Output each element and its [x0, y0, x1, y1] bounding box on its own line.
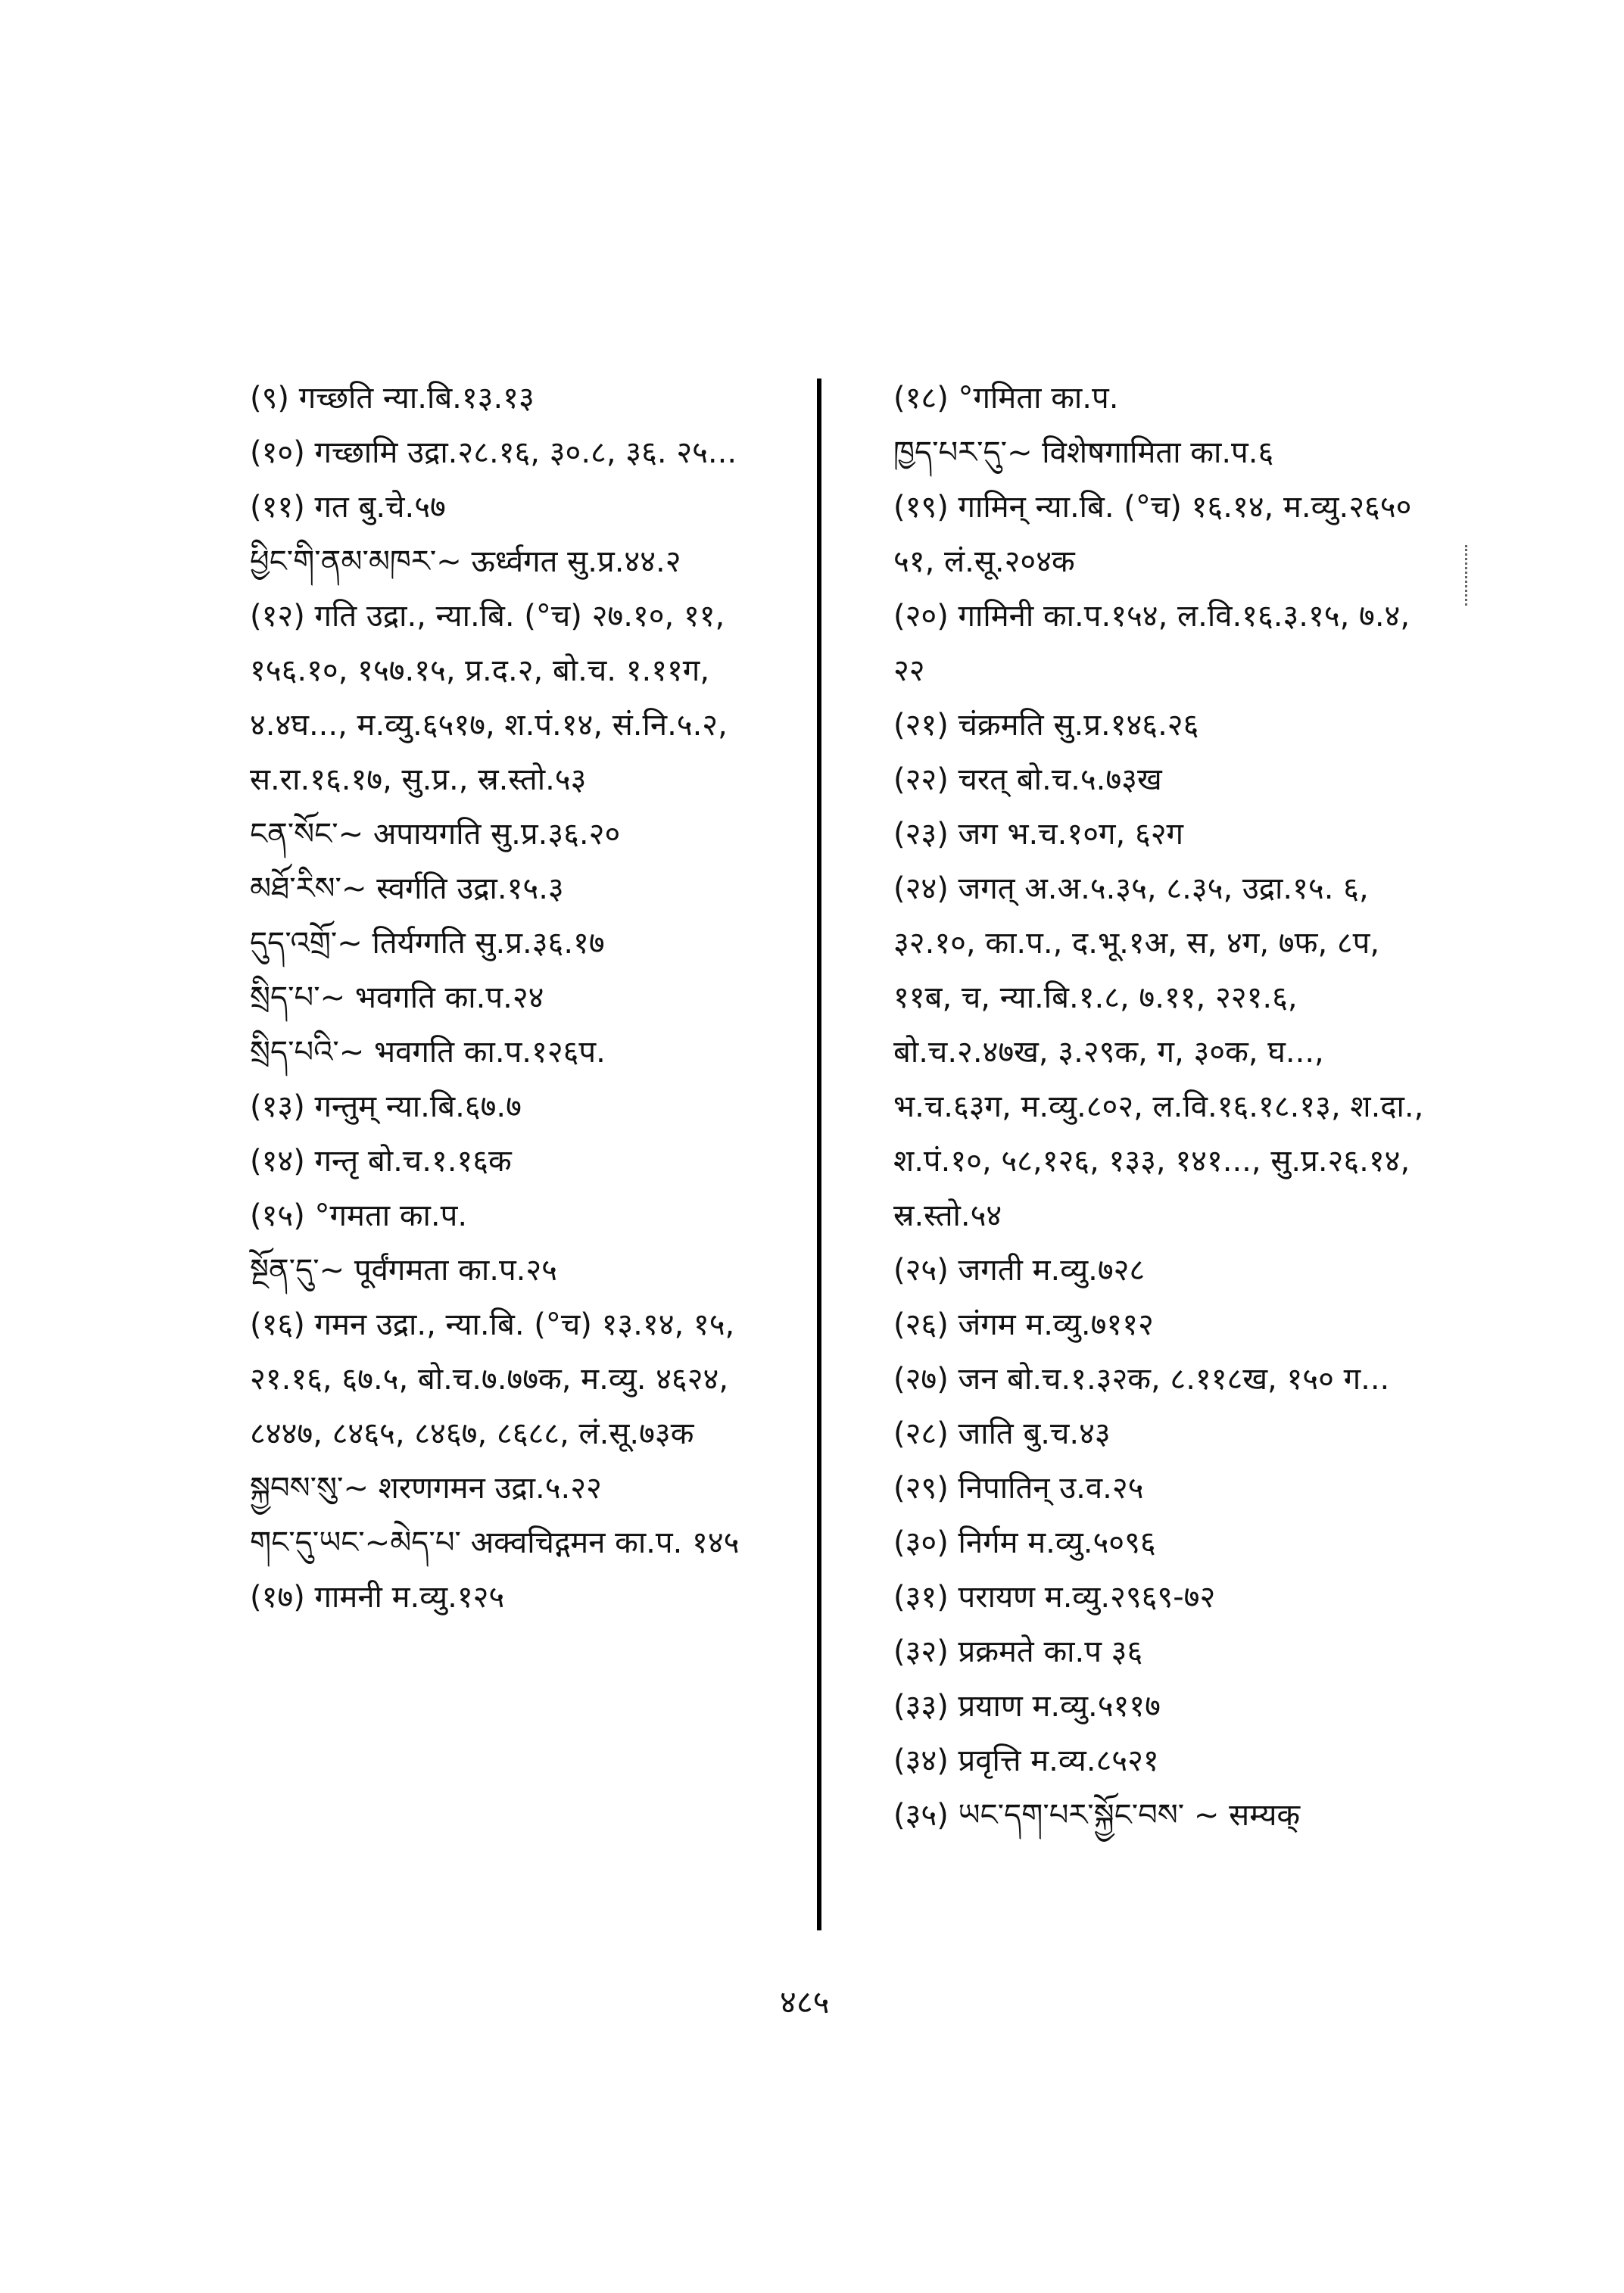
entry: (२६) जंगम म.व्यु.७११२ [893, 1307, 1154, 1342]
entry: (१२) गति उद्रा., न्या.बि. (°च) २७.१०, ११, १५६.१०, १५७.१५, प्र.द.२, बो.च. १.११ग, ४.४घ..., म.व्यु.६५१७, श.पं.१४, सं.नि.५.२, स.रा.१६.१७, सु.प्र., स्र.स्तो.५३ [250, 599, 728, 797]
entry: (९) गच्छति न्या.बि.१३.१३ [250, 381, 535, 416]
entry: (२३) जग भ.च.१०ग, ६२ग [893, 817, 1184, 852]
entry: (२७) जन बो.च.१.३२क, ८.११८ख, १५० ग... [893, 1362, 1390, 1397]
entry: (१६) गमन उद्रा., न्या.बि. (°च) १३.१४, १५, २१.१६, ६७.५, बो.च.७.७७क, म.व्यु. ४६२४, ८४४७, ८४६५, ८४६७, ८६८८, लं.सू.७३क [250, 1307, 735, 1451]
entry: མཐོ་རིས་~ स्वर्गति उद्रा.१५.३ [250, 871, 564, 906]
margin-dots [1465, 545, 1470, 606]
entry: (२८) जाति बु.च.४३ [893, 1416, 1111, 1451]
entry: སྲིད་པ་~ भवगति का.प.२४ [250, 980, 544, 1015]
entry: (३१) परायण म.व्यु.२९६९-७२ [893, 1580, 1216, 1615]
entry: (२२) चरत् बो.च.५.७३ख [893, 762, 1162, 797]
entry: (२०) गामिनी का.प.१५४, ल.वि.१६.३.१५, ७.४, २२ [893, 599, 1410, 688]
entry: (२९) निपातिन् उ.व.२५ [893, 1471, 1144, 1506]
entry: (२१) चंक्रमति सु.प्र.१४६.२६ [893, 708, 1199, 743]
entry: (३२) प्रक्रमते का.प ३६ [893, 1634, 1143, 1669]
entry: (३३) प्रयाण म.व्यु.५११७ [893, 1689, 1161, 1724]
entry: (१४) गन्तृ बो.च.१.१६क [250, 1144, 512, 1179]
entry: སྔོན་དུ་~ पूर्वंगमता का.प.२५ [250, 1253, 557, 1288]
entry: (११) गत बु.चे.५७ [250, 490, 446, 525]
entry: གང་དུ་ཡང་~མེད་པ་ अक्वचिद्गमन का.प. १४५ [250, 1525, 740, 1560]
page-number: ४८५ [780, 1983, 830, 2020]
left-column [250, 371, 810, 1625]
entry: ཁྱད་པར་དུ་~ विशेषगामिता का.प.६ [893, 435, 1274, 470]
entry: ངན་སོང་~ अपायगति सु.प्र.३६.२० [250, 817, 621, 852]
entry: (३४) प्रवृत्ति म.व्य.८५२१ [893, 1743, 1159, 1778]
entry: སྲིད་པའི་~ भवगति का.प.१२६प. [250, 1035, 606, 1070]
right-column [893, 371, 1439, 1843]
entry: (१९) गामिन् न्या.बि. (°च) १६.१४, म.व्यु.२६५० ५१, लं.सू.२०४क [893, 490, 1412, 579]
entry: སྐྱབས་སུ་~ शरणगमन उद्रा.५.२२ [250, 1471, 602, 1506]
entry: (१८) °गमिता का.प. [893, 381, 1119, 416]
entry: (३०) निर्गम म.व्यु.५०९६ [893, 1525, 1156, 1560]
entry: (१३) गन्तुम् न्या.बि.६७.७ [250, 1089, 522, 1124]
entry: (१५) °गमता का.प. [250, 1198, 468, 1233]
entry: (३५) ཡང་དག་པར་སྐྱོང་བས་ ~ सम्यक् [893, 1798, 1301, 1833]
column-divider [817, 379, 821, 1930]
entry: (१७) गामनी म.व्यु.१२५ [250, 1580, 505, 1615]
entry: ཕྱིང་གི་ནམ་མཁར་~ ऊर्ध्वगत सु.प्र.४४.२ [250, 544, 681, 579]
entry: (१०) गच्छामि उद्रा.२८.१६, ३०.८, ३६. २५... [250, 435, 737, 470]
entry: (२५) जगती म.व्यु.७२८ [893, 1253, 1146, 1288]
entry: དུད་འགྲོ་~ तिर्यग्गति सु.प्र.३६.१७ [250, 926, 605, 961]
entry: (२४) जगत् अ.अ.५.३५, ८.३५, उद्रा.१५. ६, ३२.१०, का.प., द.भू.१अ, स, ४ग, ७फ, ८प, ११ब, च, न्या.बि.१.८, ७.११, २२१.६, बो.च.२.४७ख, ३.२९क, ग, ३०क, घ..., भ.च.६३ग, म.व्यु.८०२, ल.वि.१६.१८.१३, श.दा., श.पं.१०, ५८,१२६, १३३, १४१..., सु.प्र.२६.१४, स्र.स्तो.५४ [893, 871, 1424, 1233]
